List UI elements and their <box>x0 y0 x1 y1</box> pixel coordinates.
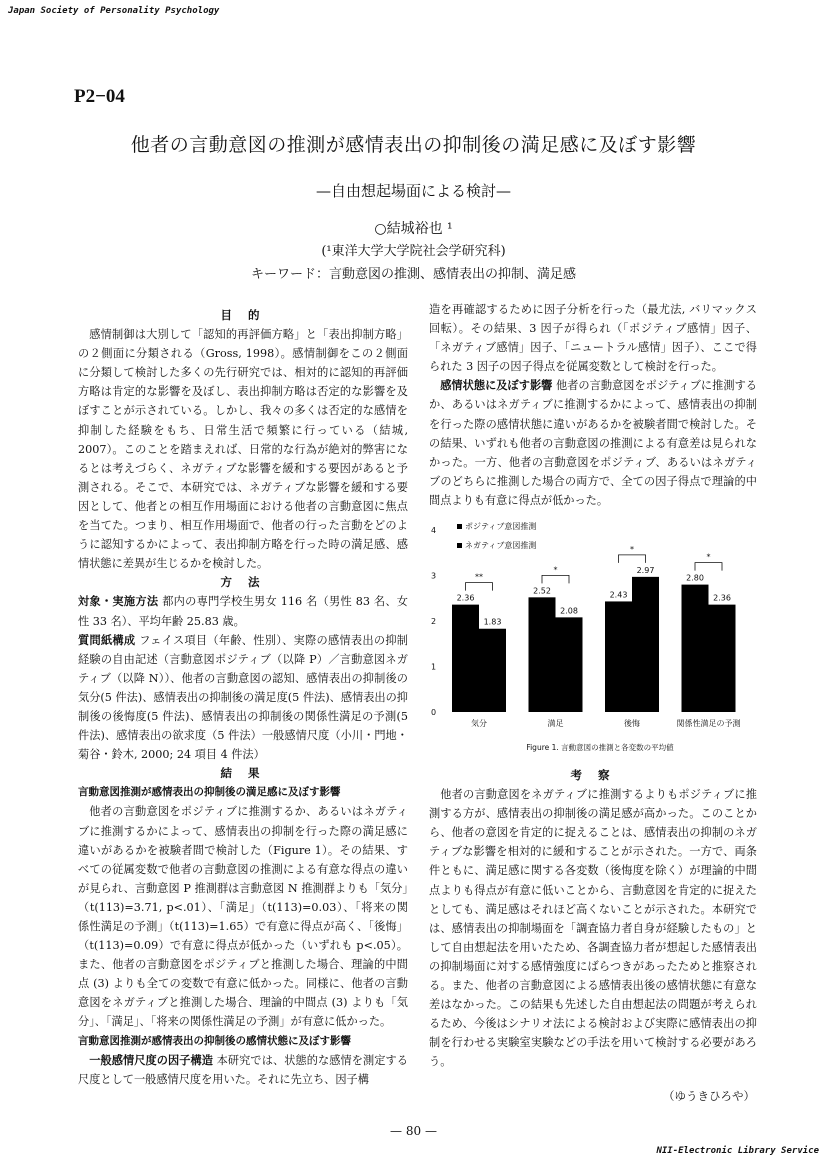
state-label: 感情状態に及ぼす影響 <box>440 379 553 393</box>
bar-negative <box>479 629 506 712</box>
legend-swatch <box>457 524 462 529</box>
method-subjects-text: 都内の専門学校生男女 116 名（男性 83 名、女性 33 名）、平均年齢 25.83 歳。 <box>78 595 408 628</box>
bar-negative <box>632 577 659 712</box>
discussion-paragraph: 他者の言動意図をネガティブに推測するよりもポジティブに推測する方が、感情表出の抑制後の満足感が高かった。このことから、他者の意図を肯定的に捉えることは、感情表出の抑制のネガティブな影響を相対的に緩和することが示された。一方で、両条件ともに、満足感に関する各変数（後悔度を除く）が理論的中間点よりも得点が有意に低いことから、言動意図を肯定的に捉えたとしても、満足感はそれほど高くないことが示された。本研究では、感情表出の抑制場面を「調査協力者自身が経験したもの」として自由想起法を用いたため、各調査協力者が想起した感情表出の抑制場面に対する感情強度にばらつきがあったためと推察される。また、他者の言動意図による感情表出後の感情状態に有意な差はなかった。この結果も先述した自由想起法の問題が考えられるため、今後はシナリオ法による検討および実際に感情表出の抑制を行わせる実験室実験などの手法を用いて検討する必要があろう。 <box>429 788 757 1069</box>
data-label-negative: 1.83 <box>483 617 502 627</box>
results-paragraph-state <box>429 376 757 510</box>
results-paragraph-affect-cont: 造を再確認するために因子分析を行った（最尤法, バリマックス回転）。その結果、3 因子が得られ（「ポジティブ感情」因子、「ネガティブ感情」因子、「ニュートラル感情」因子）、ここで得られた 3 因子の因子得点を従属変数として検討を行った。 <box>429 303 757 374</box>
data-label-positive: 2.52 <box>533 586 551 596</box>
right-column <box>429 300 757 510</box>
data-label-negative: 2.97 <box>636 565 655 575</box>
bar-negative <box>556 617 583 712</box>
y-tick-label: 0 <box>431 708 437 717</box>
significance-mark: * <box>630 544 634 554</box>
data-label-positive: 2.36 <box>456 593 475 603</box>
figure-1-bar-chart <box>425 520 755 760</box>
author: ○結城裕也 ¹ <box>374 221 453 237</box>
data-label-positive: 2.80 <box>686 573 704 583</box>
paper-id: P2−04 <box>74 86 125 107</box>
section-heading-purpose: 目 的 <box>220 308 266 322</box>
footer-service: NII-Electronic Library Service <box>656 1146 819 1156</box>
bar-positive <box>605 601 632 712</box>
results-paragraph-affect <box>78 1051 408 1089</box>
significance-bracket <box>466 583 493 591</box>
y-tick-label: 1 <box>431 662 437 672</box>
results-paragraph-satisfaction: 他者の言動意図をポジティブに推測するか、あるいはネガティブに推測するかによって、感情表出の抑制を行った際の満足感に違いがあるかを被験者間で検討した（Figure 1）。その結果、すべての従属変数で他者の言動意図の推測による有意な得点の違いが見られ、言動意図 P 推測群は言動意図 N 推測群よりも「気分」（t(113)=3.71, p<.01）、「満足」（t(113)=0.03）、「将来の関係性満足の予測」（t(113)=1.65）で有意に得点が高く、「後悔」（t(113)=0.09）で有意に得点が低かった（いずれも p<.05）。また、他者の言動意図をポジティブと推測した場合、理論的中間点 (3) よりも全ての変数で有意に低かった。同様に、他者の言動意図をネガティブと推測した場合、理論的中間点 (3) よりも「気分」、「満足」、「将来の関係性満足の予測」が有意に低かった。 <box>78 805 408 1029</box>
figure-caption: Figure 1. 言動意図の推測と各変数の平均値 <box>526 743 674 752</box>
page-number: — 80 — <box>390 1124 437 1138</box>
section-heading-method: 方 法 <box>220 575 266 590</box>
left-column <box>78 306 408 1089</box>
data-label-negative: 2.36 <box>713 593 731 603</box>
method-subjects-label: 対象・実施方法 <box>78 595 159 609</box>
bar-negative <box>709 605 736 712</box>
bar-positive <box>529 597 556 712</box>
results-subheading-satisfaction: 言動意図推測が感情表出の抑制後の満足感に及ぼす影響 <box>78 786 341 799</box>
y-tick-label: 2 <box>431 617 437 626</box>
method-questionnaire-text: フェイス項目（年齢、性別）、実際の感情表出の抑制経験の自由記述（言動意図ポジティブ（以降 P）／言動意図ネガティブ（以降 N））、他者の言動意図の認知、感情表出の抑制後の気分(5 件法)、感情表出の抑制後の満足度(5 件法)、感情表出の抑制後の後悔度(5 件法)、感情表出の抑制後の関係性満足の予測(5 件法)、感情表出の欲求度（5 件法）一般感情尺度（小川・門地・菊谷・鈴木, 2000; 24 項目 4 件法） <box>78 633 408 762</box>
significance-mark: * <box>553 565 558 575</box>
significance-bracket <box>695 563 722 571</box>
section-heading-results: 結 果 <box>220 766 266 781</box>
method-questionnaire-label: 質問紙構成 <box>78 633 136 647</box>
keywords: キーワード：言動意図の推測、感情表出の抑制、満足感 <box>250 267 576 282</box>
state-text: 他者の言動意図をポジティブに推測するか、あるいはネガティブに推測するかによって、感情表出の抑制を行った際の感情状態に違いがあるかを被験者間で検討した。その結果、いずれも他者の言動意図の推測による有意差は見られなかった。一方、他者の言動意図をポジティブ、あるいはネガティブのどちらに推測した場合の両方で、全ての因子得点で理論的中間点よりも有意に得点が低かった。 <box>429 379 757 507</box>
affect-scale-text: 本研究では、状態的な感情を測定する尺度として一般感情尺度を用いた。それに先立ち、因子構 <box>78 1053 408 1086</box>
y-tick-label: 3 <box>431 571 437 581</box>
results-subheading-affect: 言動意図推測が感情表出の抑制後の感情状態に及ぼす影響 <box>78 1034 351 1047</box>
y-tick-label: 4 <box>431 526 437 535</box>
legend-label: ネガティブ意図推測 <box>465 541 537 550</box>
section-heading-discussion: 考 察 <box>570 768 616 782</box>
right-column-discussion <box>429 766 757 1072</box>
bar-positive <box>682 585 709 712</box>
data-label-negative: 2.08 <box>560 606 578 616</box>
author-signature: （ゆうきひろや） <box>663 1089 755 1103</box>
x-tick-label: 気分 <box>471 719 487 728</box>
bar-positive <box>452 605 479 712</box>
significance-mark: * <box>706 552 711 562</box>
x-tick-label: 後悔 <box>624 719 640 728</box>
significance-mark: ** <box>475 572 483 582</box>
legend-label: ポジティブ意図推測 <box>465 522 537 531</box>
paper-subtitle: —自由想起場面による検討— <box>315 182 511 200</box>
paper-title: 他者の言動意図の推測が感情表出の抑制後の満足感に及ぼす影響 <box>130 134 697 156</box>
journal-header: Japan Society of Personality Psychology <box>8 6 220 16</box>
x-tick-label: 満足 <box>547 719 564 728</box>
x-tick-label: 関係性満足の予測 <box>676 719 741 728</box>
method-subjects <box>78 592 408 630</box>
significance-bracket <box>542 575 569 583</box>
legend-swatch <box>457 543 462 548</box>
affiliation: (¹東洋大学大学院社会学研究科) <box>321 244 506 259</box>
significance-bracket <box>619 555 646 563</box>
affect-scale-label: 一般感情尺度の因子構造 <box>89 1053 214 1067</box>
purpose-paragraph: 感情制御は大別して「認知的再評価方略」と「表出抑制方略」の２側面に分類される（Gross, 1998）。感情制御をこの２側面に分類して検討した多くの先行研究では、相対的に認知的再評価方略は肯定的な影響を及ぼし、表出抑制方略は否定的な影響を及ぼすことが示されている。しかし、我々の多くは否定的な感情を抑制した経験をもち、日常生活で頻繁に行っている（結城, 2007）。このことを踏まえれば、日常的な行為が絶対的弊害になるとは考えづらく、ネガティブな影響を緩和する要因があると予測される。そこで、本研究では、ネガティブな影響を緩和する要因として、他者との相互作用場面における他者の言動意図に焦点を当てた。つまり、相互作用場面で、他者の行った言動をどのように認知するかによって、表出抑制方略を行った時の満足感、感情状態に差異が生じるかを検討した。 <box>78 328 408 571</box>
method-questionnaire <box>78 631 408 765</box>
data-label-positive: 2.43 <box>609 590 628 600</box>
